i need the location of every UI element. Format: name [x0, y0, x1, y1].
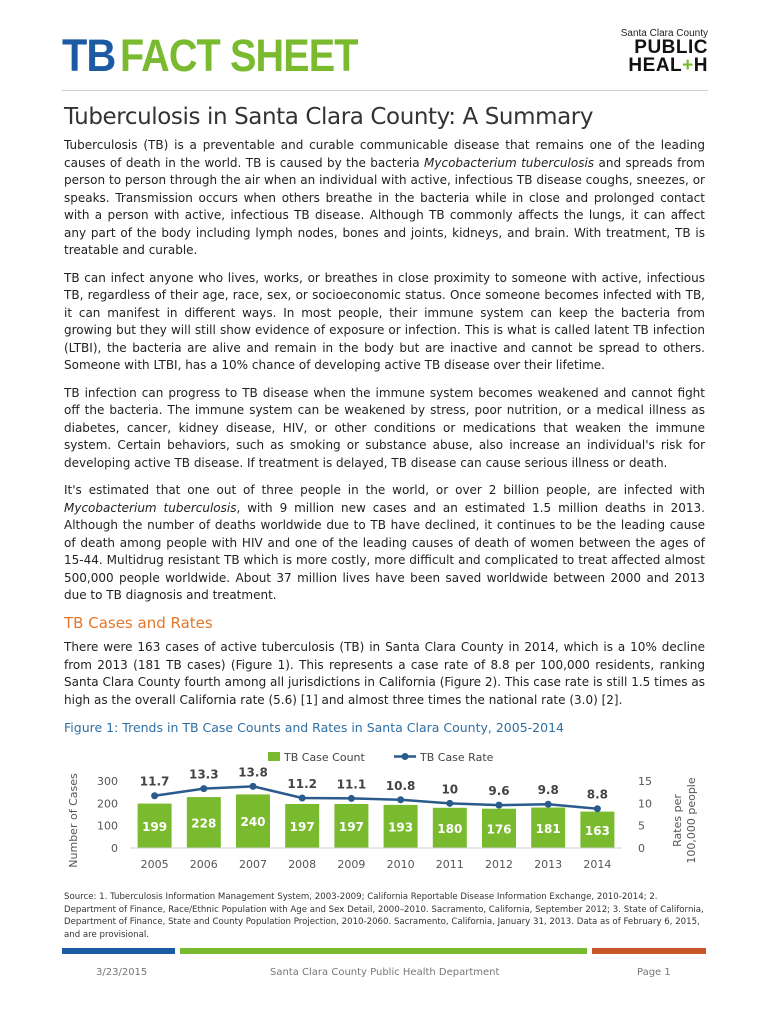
logo-county-name: Santa Clara County	[620, 28, 708, 39]
figure-caption: Figure 1: Trends in TB Case Counts and Rates in Santa Clara County, 2005-2014	[64, 720, 564, 735]
x-tick-2005: 2005	[140, 858, 169, 871]
page-header	[62, 30, 708, 90]
rate-label-2005: 11.7	[139, 774, 170, 789]
bar-label-2009: 197	[338, 820, 364, 835]
legend-case-count-label: TB Case Count	[284, 751, 365, 764]
x-tick-2006: 2006	[189, 858, 218, 871]
x-tick-2010: 2010	[386, 858, 415, 871]
paragraph-1: Tuberculosis (TB) is a preventable and curable communicable disease that remains one of the leading causes of death in the world. TB is caused by the bacteria Mycobacterium tuberculosis and spreads from person to person through the air when an individual with active, infectious TB disease coughs, sneezes, or speaks. Transmission occurs when others breathe in the bacteria while in close and prolonged contact with a person with active, infectious TB disease. Although TB commonly affects the lungs, it can affect any part of the body including lymph nodes, bones and joints, kidneys, and brain. With treatment, TB is treatable and curable.	[64, 138, 705, 257]
section-heading: TB Cases and Rates	[64, 613, 213, 632]
rate-label-2014: 8.8	[586, 787, 609, 802]
legend-case-count-swatch	[268, 752, 280, 761]
y-tick-right: 15	[638, 775, 652, 788]
paragraph-2: TB can infect anyone who lives, works, or breathes in close proximity to someone with active, infectious TB, regardless of their age, race, sex, or socioeconomic status. Once someone becomes infected with TB, it can manifest in different ways. In most people, their immune system can keep the bacteria from growing but they will still show evidence of exposure or infection. This is what is called latent TB infection (LTBI), the bacteria are alive and remain in the body but are inactive and cannot be spread to others. Someone with LTBI, has a 10% chance of developing active TB disease over their lifetime.	[64, 270, 705, 372]
source-note: Source: 1. Tuberculosis Information Management System, 2003-2009; California Reportable Disease Information Exchange, 2010-2014; 2. Department of Finance, Race/Ethnic Population with Age and Sex Detail, 2000–2010. Sacramento, California, September 2012; 3. State of California, Department of Finance, State and County Population Projection, 2010-2060. Sacramento, California, January 31, 2013. Data as of February 6, 2015, and are provisional.	[64, 892, 704, 940]
y-tick-left: 0	[111, 842, 118, 855]
y-tick-right: 5	[638, 819, 645, 833]
footer-department: Santa Clara County Public Health Department	[270, 967, 500, 978]
y-axis-title-right-line2: 100,000 people	[685, 777, 698, 864]
x-tick-2012: 2012	[485, 858, 513, 871]
bar-label-2008: 197	[289, 820, 315, 835]
rate-point-2012	[496, 802, 503, 809]
y-axis-title-right-line1: Rates per	[671, 794, 684, 847]
legend-case-rate-marker	[402, 753, 409, 760]
rate-point-2014	[594, 805, 601, 812]
x-tick-2007: 2007	[239, 858, 267, 871]
bar-label-2014: 163	[584, 823, 610, 838]
rate-point-2011	[446, 800, 453, 807]
rate-point-2013	[545, 801, 552, 808]
legend-case-rate-label: TB Case Rate	[420, 751, 494, 764]
x-tick-2014: 2014	[583, 858, 612, 871]
bar-label-2006: 228	[191, 816, 217, 831]
rate-label-2011: 10	[441, 782, 459, 797]
rate-label-2008: 11.2	[287, 776, 318, 791]
bar-label-2012: 176	[486, 822, 512, 837]
tb-trend-chart	[62, 744, 708, 874]
header-divider	[62, 90, 708, 91]
paragraph-3: TB infection can progress to TB disease when the immune system becomes weakened and cannot fight off the bacteria. The immune system can be weakened by stress, poor nutrition, or a medical illness as diabetes, cancer, kidney disease, HIV, or other conditions or medications that weaken the immune system. Certain behaviors, such as smoking or substance abuse, also increase an individual's risk for developing active TB disease. If treatment is delayed, TB disease can cause serious illness or death.	[64, 385, 705, 470]
bar-label-2011: 180	[437, 821, 463, 836]
footer-bar-orange	[592, 948, 706, 954]
rate-label-2006: 13.3	[188, 767, 219, 782]
x-tick-2009: 2009	[337, 858, 366, 871]
bar-label-2007: 240	[240, 815, 266, 830]
bar-label-2013: 181	[535, 821, 561, 836]
footer-page-number: Page 1	[637, 967, 671, 978]
footer-bar-green	[180, 948, 587, 954]
rate-point-2007	[250, 783, 257, 790]
x-tick-2013: 2013	[534, 858, 563, 871]
bar-label-2005: 199	[142, 819, 168, 834]
y-tick-left: 100	[97, 819, 118, 833]
bar-label-2010: 193	[388, 820, 414, 835]
paragraph-4: It's estimated that one out of three people in the world, or over 2 billion people, are infected with Mycobacterium tuberculosis, with 9 million new cases and an estimated 1.5 million deaths in 2013. Although the number of deaths worldwide due to TB have declined, it continues to be the leading cause of death among people with HIV and one of the leading causes of death of women between the ages of 15-44. Multidrug resistant TB which is more costly, more difficult and complicated to treat affected almost 500,000 people worldwide. About 37 million lives have been saved worldwide between 2000 and 2013 due to TB diagnosis and treatment.	[64, 483, 705, 602]
footer-date: 3/23/2015	[96, 967, 148, 978]
section-paragraph: There were 163 cases of active tuberculosis (TB) in Santa Clara County in 2014, which is a 10% decline from 2013 (181 TB cases) (Figure 1). This represents a case rate of 8.8 per 100,000 residents, ranking Santa Clara County fourth among all jurisdictions in California (Figure 2). This case rate is still 1.5 times as high as the overall California rate (5.6) [1] and almost three times the national rate (3.0) [2].	[64, 640, 705, 707]
rate-point-2010	[397, 796, 404, 803]
title-fact-sheet: FACT SHEET	[120, 30, 358, 81]
title-tb: TB	[62, 30, 116, 81]
rate-label-2007: 13.8	[238, 765, 268, 780]
y-tick-left: 300	[97, 775, 118, 788]
y-tick-left: 200	[97, 797, 118, 811]
rate-label-2012: 9.6	[488, 784, 510, 799]
logo-public: PUBLIC	[634, 37, 708, 58]
body-text	[64, 137, 705, 743]
case-rate-line	[155, 786, 598, 808]
plus-cross-icon: +	[682, 55, 694, 76]
rate-label-2009: 11.1	[336, 777, 367, 792]
footer-bar-blue	[62, 948, 175, 954]
y-tick-right: 10	[638, 797, 652, 811]
x-tick-2008: 2008	[288, 858, 317, 871]
y-tick-right: 0	[638, 842, 645, 855]
rate-point-2005	[151, 792, 158, 799]
x-tick-2011: 2011	[435, 858, 464, 871]
y-axis-title-left: Number of Cases	[67, 773, 80, 868]
rate-label-2010: 10.8	[385, 778, 416, 793]
logo-health: HEAL+H	[628, 55, 708, 76]
rate-point-2008	[299, 794, 306, 801]
public-health-logo	[608, 28, 708, 75]
page-title: Tuberculosis in Santa Clara County: A Summary	[64, 104, 594, 130]
rate-point-2009	[348, 795, 355, 802]
rate-label-2013: 9.8	[537, 783, 559, 798]
rate-point-2006	[200, 785, 207, 792]
